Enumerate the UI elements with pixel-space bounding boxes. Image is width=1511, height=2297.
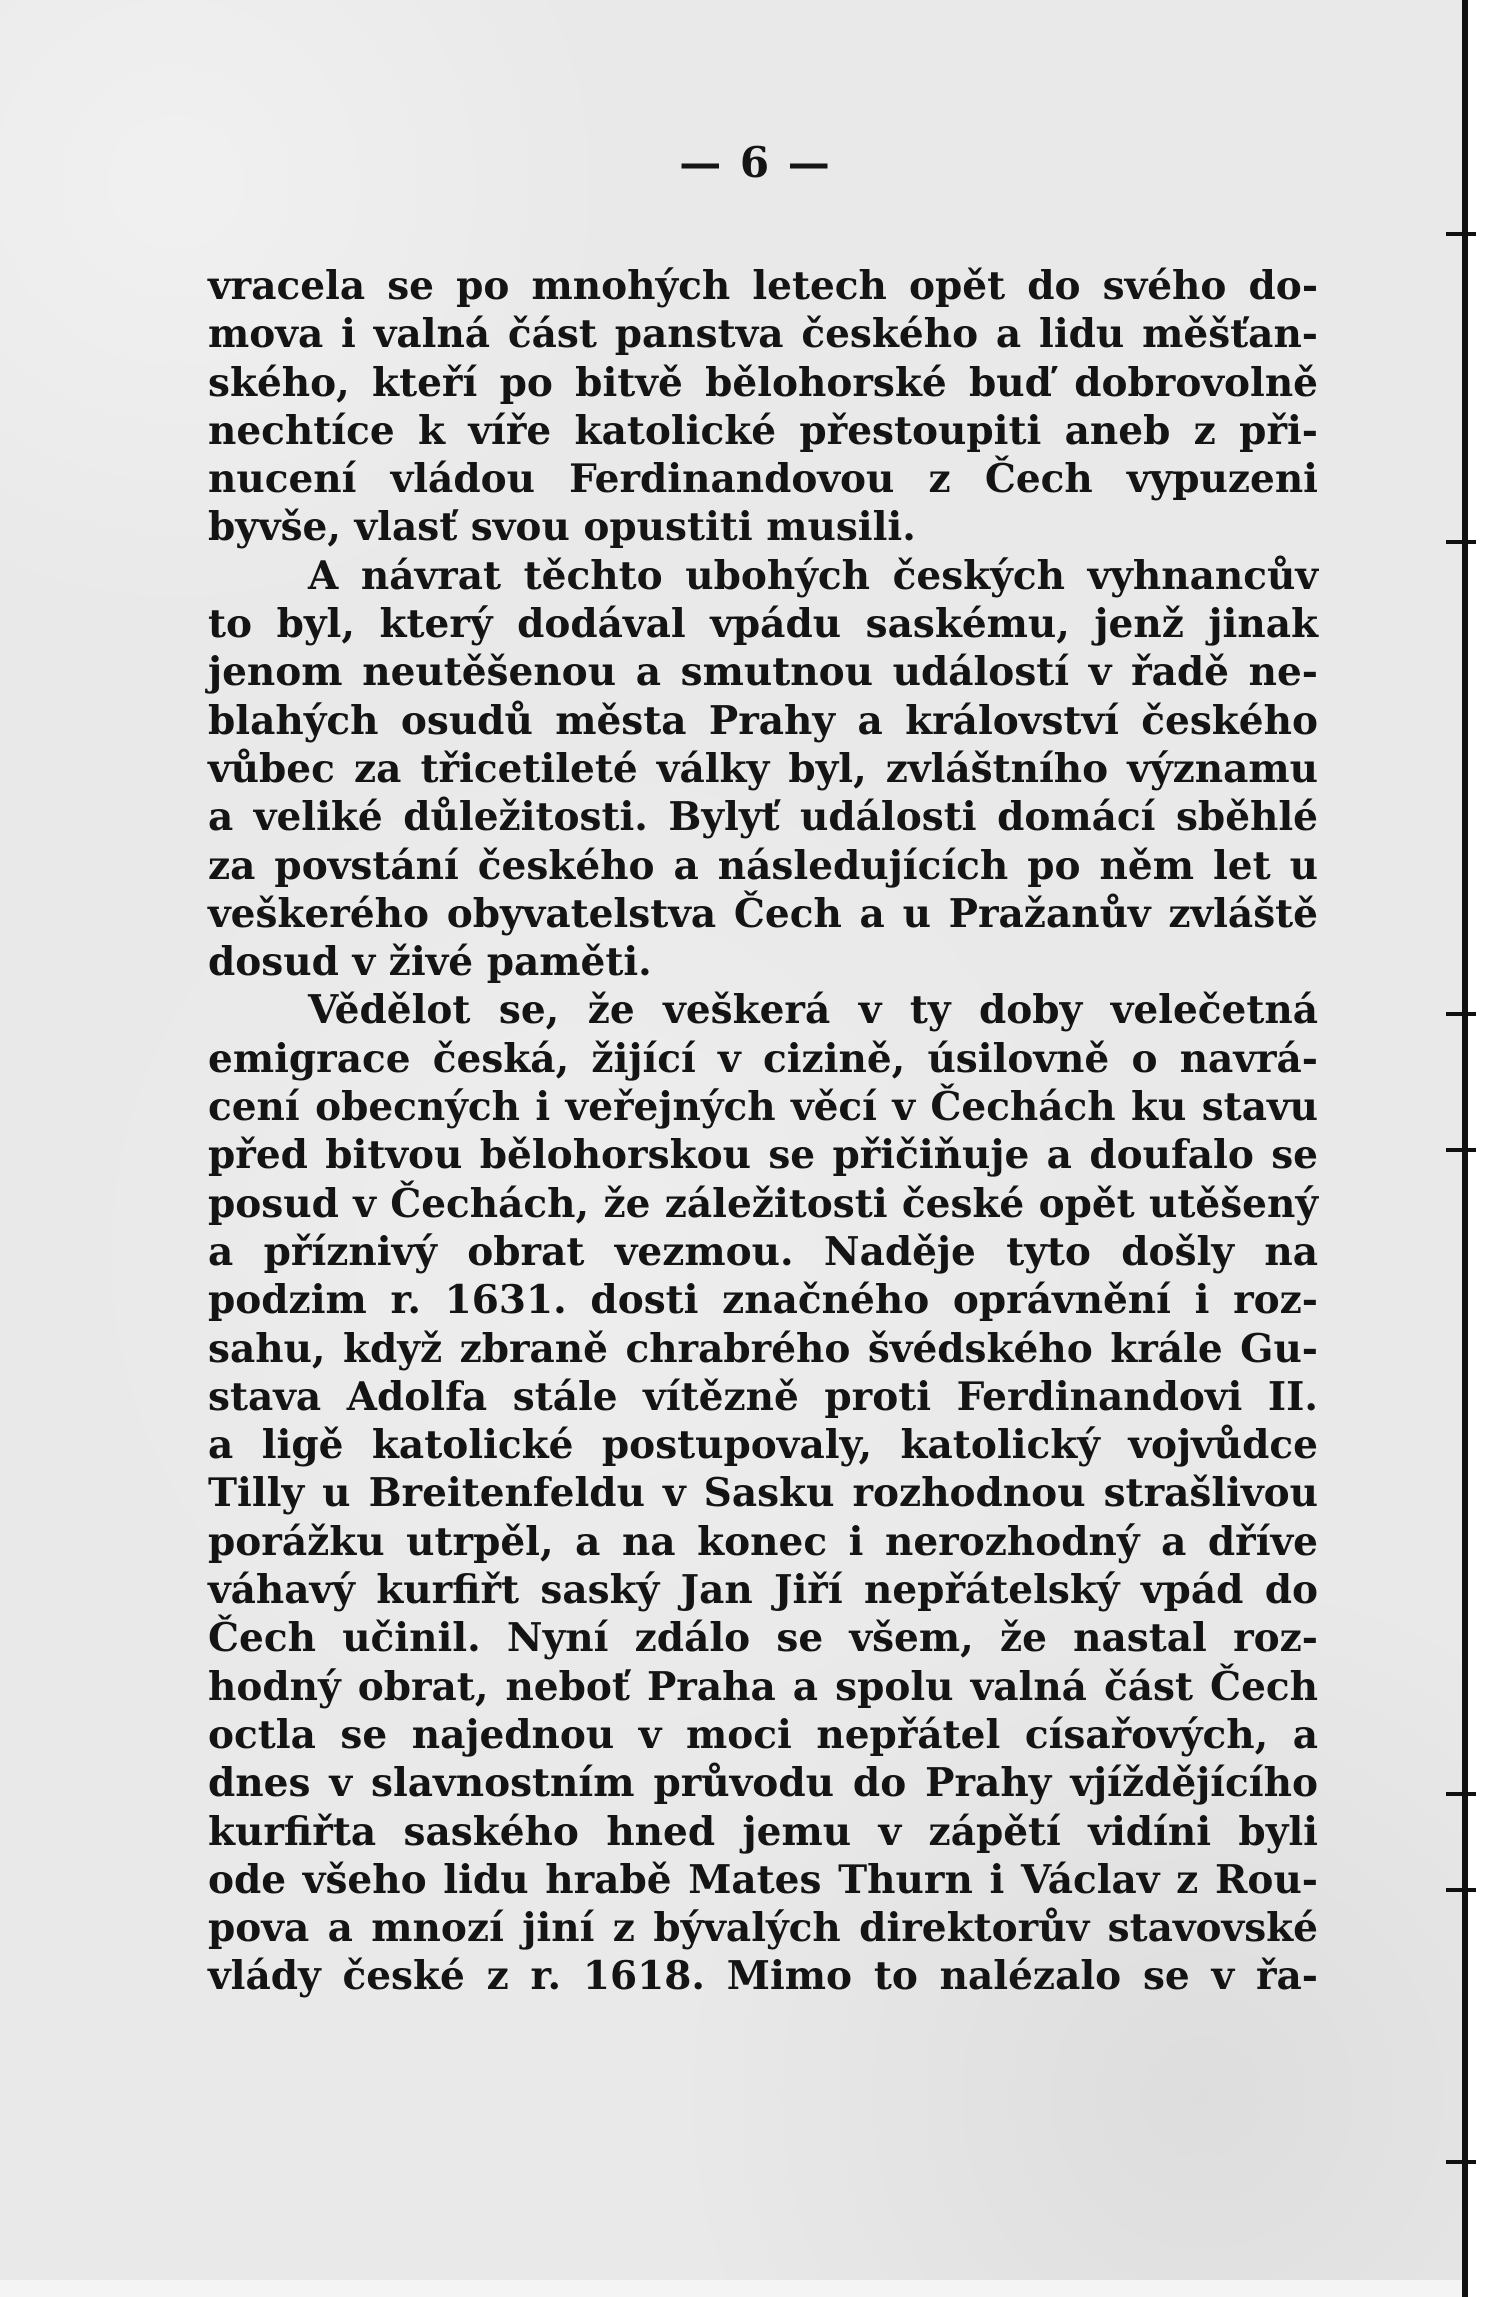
text-line: Čech učinil. Nyní zdálo se všem, že nastal roz- bbox=[208, 1615, 1318, 1662]
text-line: veškerého obyvatelstva Čech a u Pražanův zvláště bbox=[208, 890, 1318, 937]
text-line: a příznivý obrat vezmou. Naděje tyto došly na bbox=[208, 1228, 1318, 1275]
text-line: ského, kteří po bitvě bělohorské buď dobrovolně bbox=[208, 359, 1318, 406]
text-line: to byl, který dodával vpádu saskému, jenž jinak bbox=[208, 601, 1318, 648]
edge-mark bbox=[1446, 1148, 1476, 1152]
text-line: za povstání českého a následujících po něm let u bbox=[208, 842, 1318, 889]
text-line: před bitvou bělohorskou se přičiňuje a doufalo se bbox=[208, 1132, 1318, 1179]
text-line: porážku utrpěl, a na konec i nerozhodný a dříve bbox=[208, 1518, 1318, 1565]
paragraph bbox=[208, 986, 1318, 2000]
text-line: hodný obrat, neboť Praha a spolu valná část Čech bbox=[208, 1663, 1318, 1710]
paragraph bbox=[208, 262, 1318, 552]
text-line: emigrace česká, žijící v cizině, úsilovně o navrá- bbox=[208, 1035, 1318, 1082]
text-line: Tilly u Breitenfeldu v Sasku rozhodnou strašlivou bbox=[208, 1470, 1318, 1517]
paragraph bbox=[208, 552, 1318, 987]
text-line: Vědělot se, že veškerá v ty doby velečetná bbox=[308, 987, 1318, 1034]
text-line: posud v Čechách, že záležitosti české opět utěšený bbox=[208, 1180, 1318, 1227]
body-text bbox=[208, 262, 1318, 2001]
page-bottom-margin bbox=[0, 2280, 1468, 2297]
text-line: podzim r. 1631. dosti značného oprávnění i roz- bbox=[208, 1277, 1318, 1324]
text-line: stava Adolfa stále vítězně proti Ferdinandovi II. bbox=[208, 1373, 1318, 1420]
text-line: vracela se po mnohých letech opět do svého do- bbox=[208, 263, 1318, 309]
edge-mark bbox=[1446, 1012, 1476, 1016]
text-line: vlády české z r. 1618. Mimo to nalézalo se v řa- bbox=[208, 1953, 1318, 2000]
text-line: octla se najednou v moci nepřátel císařových, a bbox=[208, 1711, 1318, 1758]
text-line: sahu, když zbraně chrabrého švédského krále Gu- bbox=[208, 1325, 1318, 1372]
text-line: byvše, vlasť svou opustiti musili. bbox=[208, 504, 916, 551]
text-line: vůbec za třicetileté války byl, zvláštního významu bbox=[208, 745, 1318, 792]
text-line: A návrat těchto ubohých českých vyhnancův bbox=[308, 552, 1318, 599]
text-line: a ligě katolické postupovaly, katolický vojvůdce bbox=[208, 1422, 1318, 1469]
edge-mark bbox=[1446, 540, 1476, 544]
text-line: dnes v slavnostním průvodu do Prahy vjíždějícího bbox=[208, 1760, 1318, 1807]
edge-mark bbox=[1446, 1792, 1476, 1796]
text-line: nechtíce k víře katolické přestoupiti aneb z při- bbox=[208, 407, 1318, 454]
edge-mark bbox=[1446, 232, 1476, 236]
text-line: dosud v živé paměti. bbox=[208, 939, 652, 986]
text-line: váhavý kurfiřt saský Jan Jiří nepřátelský vpád do bbox=[208, 1567, 1318, 1614]
text-line: nucení vládou Ferdinandovou z Čech vypuzeni bbox=[208, 456, 1318, 503]
edge-mark bbox=[1446, 2160, 1476, 2164]
edge-mark bbox=[1446, 1888, 1476, 1892]
text-line: pova a mnozí jiní z bývalých direktorův stavovské bbox=[208, 1905, 1318, 1952]
text-line: jenom neutěšenou a smutnou událostí v řadě ne- bbox=[208, 649, 1318, 696]
text-line: a veliké důležitosti. Bylyť události domácí sběhlé bbox=[208, 794, 1318, 841]
text-line: cení obecných i veřejných věcí v Čechách ku stavu bbox=[208, 1084, 1318, 1131]
text-line: blahých osudů města Prahy a království českého bbox=[208, 697, 1318, 744]
text-line: mova i valná část panstva českého a lidu měšťan- bbox=[208, 311, 1318, 358]
text-line: kurfiřta saského hned jemu v zápětí vidíni byli bbox=[208, 1808, 1318, 1855]
page-number: — 6 — bbox=[679, 138, 832, 187]
text-line: ode všeho lidu hrabě Mates Thurn i Václav z Rou- bbox=[208, 1856, 1318, 1903]
